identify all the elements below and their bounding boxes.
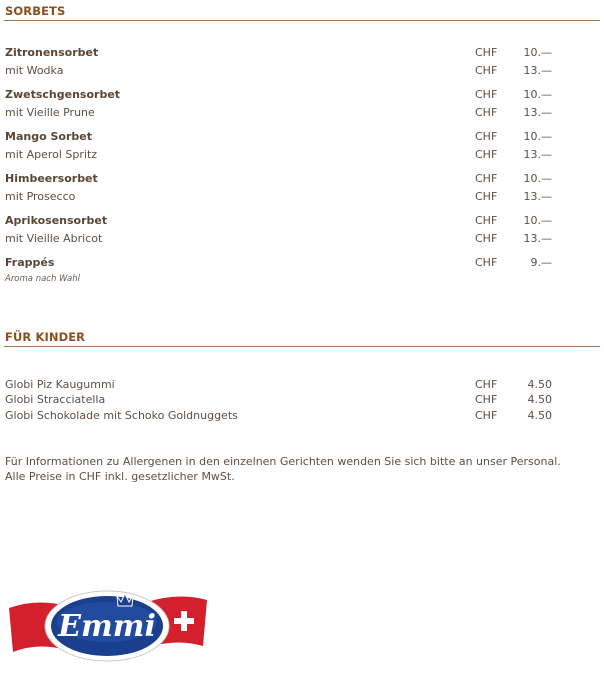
item-price: 4.50 <box>527 409 552 422</box>
kinder-section-title: FÜR KINDER <box>5 330 86 344</box>
sorbets-section-title: SORBETS <box>5 4 66 18</box>
item-currency: CHF <box>475 409 498 422</box>
menu-item <box>0 88 604 102</box>
item-name: Himbeersorbet <box>5 172 98 185</box>
item-price: 4.50 <box>527 378 552 391</box>
item-note: Aroma nach Wahl <box>5 274 80 284</box>
item-currency: CHF <box>475 393 498 406</box>
item-price: 10.— <box>523 130 552 143</box>
menu-item-variant <box>0 64 604 78</box>
variant-currency: CHF <box>475 232 498 245</box>
menu-item <box>0 378 604 392</box>
variant-currency: CHF <box>475 148 498 161</box>
item-price: 10.— <box>523 46 552 59</box>
variant-name: mit Vieille Prune <box>5 106 95 119</box>
price-notice: Alle Preise in CHF inkl. gesetzlicher MwSt. <box>5 470 235 483</box>
variant-currency: CHF <box>475 106 498 119</box>
item-name: Frappés <box>5 256 55 269</box>
variant-currency: CHF <box>475 64 498 77</box>
sorbets-divider <box>4 20 600 21</box>
menu-item-variant <box>0 232 604 246</box>
item-currency: CHF <box>475 130 498 143</box>
item-currency: CHF <box>475 172 498 185</box>
variant-price: 13.— <box>523 232 552 245</box>
emmi-logo <box>7 584 212 666</box>
variant-name: mit Prosecco <box>5 190 76 203</box>
item-price: 10.— <box>523 172 552 185</box>
menu-item <box>0 172 604 186</box>
item-currency: CHF <box>475 46 498 59</box>
item-currency: CHF <box>475 214 498 227</box>
variant-price: 13.— <box>523 190 552 203</box>
menu-item <box>0 409 604 423</box>
item-name: Globi Piz Kaugummi <box>5 378 115 391</box>
item-currency: CHF <box>475 378 498 391</box>
item-name: Globi Schokolade mit Schoko Goldnuggets <box>5 409 238 422</box>
item-name: Zwetschgensorbet <box>5 88 121 101</box>
item-price: 10.— <box>523 214 552 227</box>
item-currency: CHF <box>475 88 498 101</box>
menu-item <box>0 46 604 60</box>
menu-item-variant <box>0 190 604 204</box>
menu-item <box>0 214 604 228</box>
variant-price: 13.— <box>523 64 552 77</box>
variant-name: mit Vieille Abricot <box>5 232 103 245</box>
variant-currency: CHF <box>475 190 498 203</box>
kinder-divider <box>4 346 600 347</box>
variant-name: mit Wodka <box>5 64 64 77</box>
menu-item-variant <box>0 106 604 120</box>
item-currency: CHF <box>475 256 498 269</box>
item-price: 4.50 <box>527 393 552 406</box>
item-name: Zitronensorbet <box>5 46 99 59</box>
variant-price: 13.— <box>523 148 552 161</box>
emmi-logo-graphic <box>7 584 212 666</box>
menu-item <box>0 256 604 270</box>
item-name: Aprikosensorbet <box>5 214 108 227</box>
allergen-notice: Für Informationen zu Allergenen in den einzelnen Gerichten wenden Sie sich bitte an unser Personal. <box>5 455 561 468</box>
item-name: Globi Stracciatella <box>5 393 106 406</box>
variant-name: mit Aperol Spritz <box>5 148 98 161</box>
item-price: 9.— <box>530 256 552 269</box>
variant-price: 13.— <box>523 106 552 119</box>
emmi-wordmark: Emmi <box>58 609 156 644</box>
menu-item <box>0 393 604 407</box>
item-price: 10.— <box>523 88 552 101</box>
item-name: Mango Sorbet <box>5 130 92 143</box>
menu-item-variant <box>0 148 604 162</box>
menu-item <box>0 130 604 144</box>
